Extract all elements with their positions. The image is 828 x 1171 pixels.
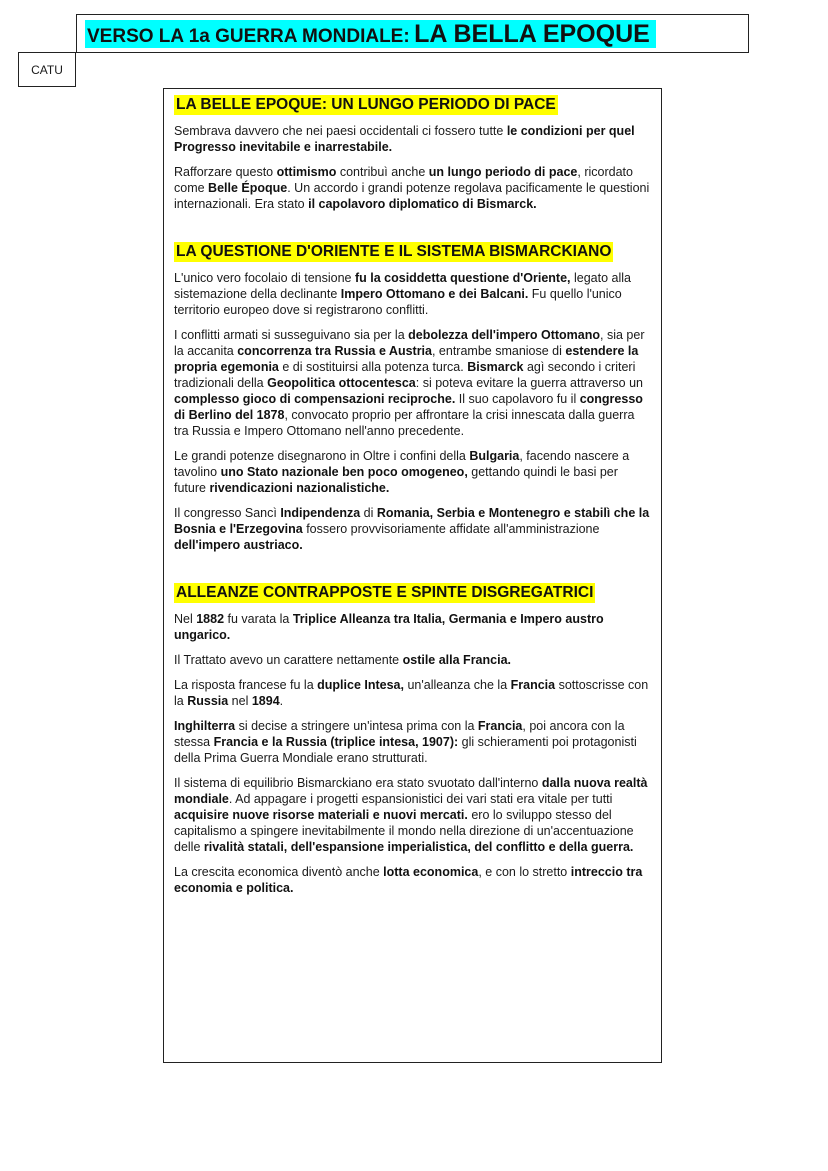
text-run: , poi ancora con la stessa (174, 719, 625, 749)
text-run: ero lo sviluppo stesso del capitalismo a spingere inevitabilmente il mondo nella direzione di un'accentuazione delle (174, 808, 634, 854)
text-run: , facendo nascere a tavolino (174, 449, 630, 479)
paragraph (174, 775, 651, 855)
paragraph (174, 677, 651, 709)
section-heading: LA BELLE EPOQUE: UN LUNGO PERIODO DI PACE (176, 96, 556, 113)
catu-tag (18, 52, 76, 87)
bold-text: duplice Intesa, (317, 678, 404, 692)
bold-text: 1894 (251, 694, 280, 708)
paragraph (174, 718, 651, 766)
bold-text: estendere la propria egemonia (174, 344, 639, 374)
bold-text: Russia (187, 694, 229, 708)
bold-text: rivalità statali, dell'espansione imperialistica, del conflitto e della guerra. (203, 840, 634, 854)
bold-text: acquisire nuove risorse materiali e nuovi mercati. (174, 808, 468, 822)
bold-text: congresso di Berlino del 1878 (174, 392, 643, 422)
paragraph (174, 864, 651, 896)
bold-text: ottimismo (276, 165, 337, 179)
title-part-1: VERSO LA 1a GUERRA MONDIALE: (87, 26, 410, 47)
bold-text: ostile alla Francia. (402, 653, 511, 667)
text-run: si decise a stringere un'intesa prima con la (235, 719, 478, 733)
paragraph (174, 270, 651, 318)
text-run: , convocato proprio per affrontare la crisi innescata dalla guerra tra Russia e Impero Ottomano nell'anno precedente. (174, 408, 635, 438)
paragraph (174, 505, 651, 553)
text-run: La risposta francese fu la (174, 678, 318, 692)
catu-tag-label: CATU (31, 62, 63, 77)
text-run: Rafforzare questo (174, 165, 277, 179)
text-run: Il Trattato avevo un carattere nettamente (174, 653, 403, 667)
text-run: , e con lo stretto (478, 865, 571, 879)
bold-text: Geopolitica ottocentesca (267, 376, 416, 390)
bold-text: debolezza dell'impero Ottomano (408, 328, 601, 342)
text-run: di (360, 506, 377, 520)
page-title (85, 20, 656, 48)
text-run: , sia per la accanita (174, 328, 645, 358)
text-run: , entrambe smaniose di (431, 344, 566, 358)
text-run: Fu quello l'unico territorio europeo dove si registrarono conflitti. (174, 287, 622, 317)
paragraph (174, 448, 651, 496)
bold-text: concorrenza tra Russia e Austria (237, 344, 432, 358)
bold-text: le condizioni per quel Progresso inevitabile e inarrestabile. (174, 124, 635, 154)
bold-text: fu la cosiddetta questione d'Oriente, (354, 271, 571, 285)
text-run: agì secondo i criteri tradizionali della (174, 360, 636, 390)
text-run: Il suo capolavoro fu il (455, 392, 580, 406)
section (174, 95, 651, 212)
title-box (76, 14, 749, 53)
paragraph (174, 123, 651, 155)
bold-text: dell'impero austriaco. (174, 538, 303, 552)
text-run: : si poteva evitare la guerra attraverso un (415, 376, 643, 390)
text-run: un'alleanza che la (403, 678, 511, 692)
bold-text: uno Stato nazionale ben poco omogeneo, (220, 465, 468, 479)
text-run: . Ad appagare i progetti espansionistici dei vari stati era vitale per tutti (228, 792, 613, 806)
bold-text: Inghilterra (174, 719, 236, 733)
text-run: sottoscrisse con la (174, 678, 649, 708)
paragraph (174, 652, 651, 668)
text-run: . (279, 694, 284, 708)
bold-text: un lungo periodo di pace (428, 165, 578, 179)
text-run: gettando quindi le basi per future (174, 465, 618, 495)
paragraph (174, 327, 651, 439)
text-run: legato alla sistemazione della declinante (174, 271, 631, 301)
text-run: fu varata la (224, 612, 293, 626)
bold-text: intreccio tra economia e politica. (174, 865, 643, 895)
text-run: La crescita economica diventò anche (174, 865, 384, 879)
bold-text: Francia e la Russia (triplice intesa, 1907): (213, 735, 459, 749)
section (174, 583, 651, 896)
text-run: Il sistema di equilibrio Bismarckiano era stato svuotato dall'interno (174, 776, 542, 790)
text-run: gli schieramenti poi protagonisti della Prima Guerra Mondiale erano strutturati. (174, 735, 637, 765)
text-run: Le grandi potenze disegnarono in Oltre i confini della (174, 449, 470, 463)
text-run: Il congresso Sancì (174, 506, 281, 520)
bold-text: Bulgaria (469, 449, 520, 463)
content-box (163, 88, 662, 1063)
bold-text: il capolavoro diplomatico di Bismarck. (308, 197, 537, 211)
bold-text: Impero Ottomano e dei Balcani. (340, 287, 529, 301)
bold-text: Indipendenza (280, 506, 361, 520)
section-heading: LA QUESTIONE D'ORIENTE E IL SISTEMA BISMARCKIANO (176, 243, 612, 260)
bold-text: lotta economica (383, 865, 479, 879)
paragraph (174, 164, 651, 212)
text-run: I conflitti armati si susseguivano sia per la (174, 328, 409, 342)
text-run: . Un accordo i grandi potenze regolava pacificamente le questioni internazionali. Era stato (174, 181, 650, 211)
bold-text: dalla nuova realtà mondiale (174, 776, 648, 806)
bold-text: Triplice Alleanza tra Italia, Germania e Impero austro ungarico. (174, 612, 604, 642)
bold-text: rivendicazioni nazionalistiche. (209, 481, 390, 495)
paragraph (174, 611, 651, 643)
text-run: L'unico vero focolaio di tensione (174, 271, 355, 285)
bold-text: Francia (510, 678, 556, 692)
text-run: Sembrava davvero che nei paesi occidentali ci fossero tutte (174, 124, 507, 138)
bold-text: Romania, Serbia e Montenegro e stabilì che la Bosnia e l'Erzegovina (174, 506, 650, 536)
bold-text: Belle Époque (208, 181, 288, 195)
text-run: e di sostituirsi alla potenza turca. (278, 360, 468, 374)
title-part-2: LA BELLA EPOQUE (414, 20, 650, 48)
text-run: fossero provvisoriamente affidate all'amministrazione (302, 522, 600, 536)
bold-text: 1882 (196, 612, 225, 626)
bold-text: Bismarck (467, 360, 524, 374)
text-run: Nel (174, 612, 197, 626)
section-heading: ALLEANZE CONTRAPPOSTE E SPINTE DISGREGATRICI (176, 584, 594, 601)
text-run: contribuì anche (336, 165, 429, 179)
section (174, 242, 651, 553)
text-run: , ricordato come (174, 165, 633, 195)
text-run: nel (228, 694, 252, 708)
bold-text: complesso gioco di compensazioni reciproche. (174, 392, 456, 406)
bold-text: Francia (477, 719, 523, 733)
